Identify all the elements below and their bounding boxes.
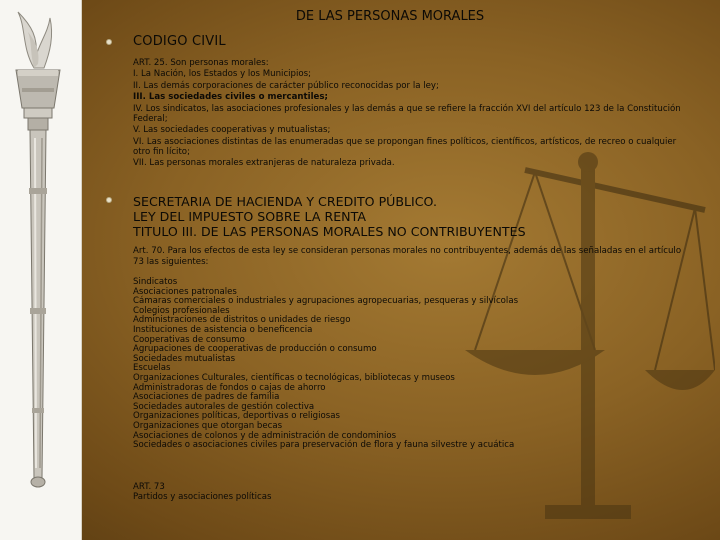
list-item: Cámaras comerciales o industriales y agrupaciones agropecuarias, pesqueras y silvícolas — [133, 296, 519, 307]
list-item: Sociedades o asociaciones civiles para preservación de flora y fauna silvestre y acuática — [133, 440, 515, 451]
list-item: Administraciones de distritos o unidades de riesgo — [133, 315, 351, 326]
section-1-body — [133, 58, 693, 170]
list-item: Sindicatos — [133, 277, 178, 287]
section-1-heading: CODIGO CIVIL — [133, 34, 226, 49]
bullet-section-1 — [106, 39, 112, 45]
fraction-6-line: VI. Las asociaciones distintas de las enumeradas que se propongan fines políticos, científicos, artísticos, de recreo o cualquier otro fin lícito; — [133, 137, 677, 158]
list-item: Organizaciones que otorgan becas — [133, 420, 283, 431]
torch-icon — [4, 8, 74, 528]
fraction-7-line: VII. Las personas morales extranjeras de naturaleza privada. — [133, 158, 395, 169]
fraction-4-line: IV. Los sindicatos, las asociaciones profesionales y las demás a que se refiere la fracción XVI del artículo 123 de la Constitución Federal; — [133, 104, 681, 125]
fraction-3-line: III. Las sociedades civiles o mercantiles; — [133, 91, 328, 102]
list-item: Colegios profesionales — [133, 305, 230, 316]
heading-line-isr: LEY DEL IMPUESTO SOBRE LA RENTA — [133, 209, 366, 224]
list-item: Escuelas — [133, 363, 171, 374]
article-73-item: Partidos y asociaciones políticas — [133, 491, 272, 502]
list-item: Sociedades autorales de gestión colectiva — [133, 401, 315, 412]
list-item: Asociaciones de colonos y de administración de condominios — [133, 430, 397, 441]
bullet-section-2 — [106, 197, 112, 203]
list-item: Asociaciones de padres de familia — [133, 392, 280, 403]
fraction-5-line: V. Las sociedades cooperativas y mutualistas; — [133, 125, 331, 136]
article-70-intro: Art. 70. Para los efectos de esta ley se consideran personas morales no contribuyentes, además de las señaladas en el artículo 73 las siguientes: — [133, 246, 682, 267]
list-item: Instituciones de asistencia o beneficencia — [133, 324, 313, 335]
fraction-1-line: I. La Nación, los Estados y los Municipios; — [133, 69, 312, 80]
slide-title: DE LAS PERSONAS MORALES — [295, 9, 485, 24]
list-item: Cooperativas de consumo — [133, 334, 245, 345]
list-item: Asociaciones patronales — [133, 286, 237, 297]
fraction-2-line: II. Las demás corporaciones de carácter público reconocidas por la ley; — [133, 80, 439, 91]
list-item: Organizaciones políticas, deportivas o religiosas — [133, 411, 340, 422]
non-contributor-list — [133, 278, 693, 451]
article-73-footer — [133, 483, 693, 502]
heading-line-titulo: TITULO III. DE LAS PERSONAS MORALES NO CONTRIBUYENTES — [133, 224, 526, 239]
section-2-heading — [133, 194, 693, 239]
list-item: Organizaciones Culturales, científicas o tecnológicas, bibliotecas y museos — [133, 372, 455, 383]
article-25-line: ART. 25. Son personas morales: — [133, 58, 269, 68]
side-panel — [0, 0, 82, 540]
article-73-label: ART. 73 — [133, 482, 165, 492]
heading-line-shcp: SECRETARIA DE HACIENDA Y CREDITO PÚBLICO. — [133, 194, 437, 209]
list-item: Agrupaciones de cooperativas de producción o consumo — [133, 344, 377, 355]
list-item: Administradoras de fondos o cajas de ahorro — [133, 382, 326, 393]
list-item: Sociedades mutualistas — [133, 353, 236, 364]
